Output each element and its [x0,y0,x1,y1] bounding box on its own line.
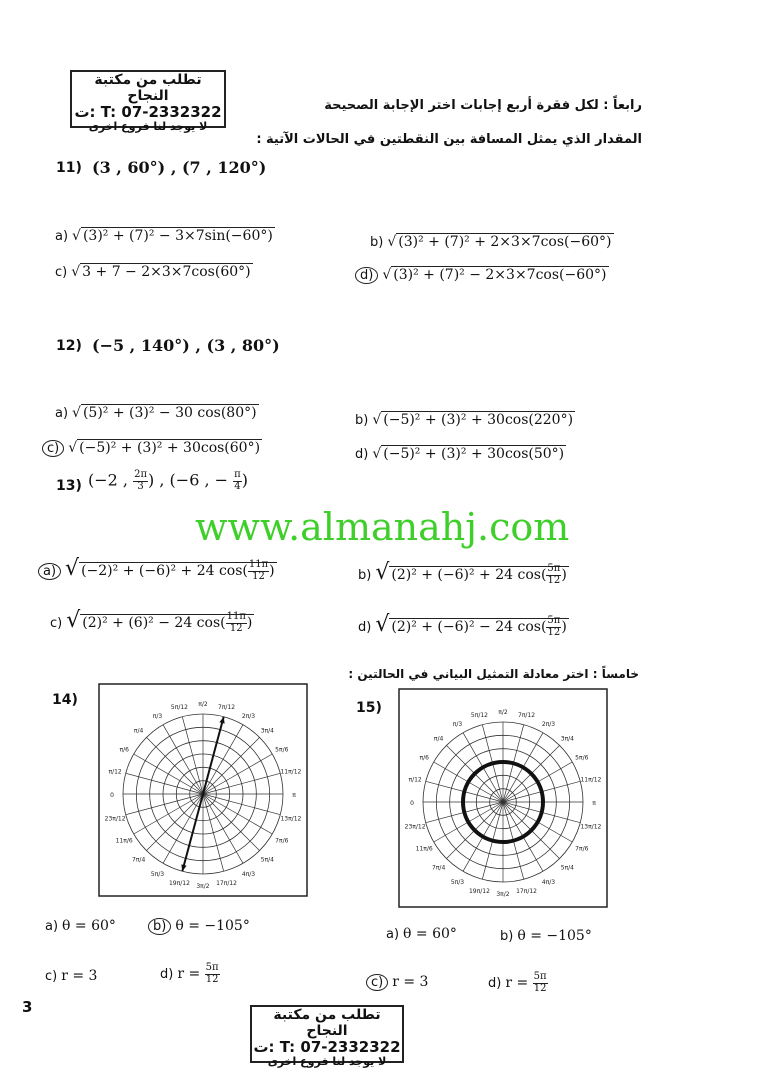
sqrt-sign: √ [375,612,390,637]
frac-num: 5π [547,615,561,626]
frac-num: 11π [248,559,269,570]
polar-grid-ray [134,794,203,834]
polar-angle-label: 5π/12 [470,712,488,720]
q14-option-a[interactable] [45,918,116,934]
option-letter: b) [355,413,369,428]
page-number: 3 [22,998,33,1016]
q13-d-expression [389,615,568,638]
q13-points [88,470,248,492]
option-letter: d) [355,447,369,462]
sqrt-sign: √ [382,267,392,283]
expr-part: ) [561,567,567,583]
polar-angle-label: 2π/3 [241,713,256,721]
q14-number: 14) [52,692,78,708]
q11-option-b[interactable] [370,234,614,250]
q12-d-expression: (−5)² + (3)² + 30cos(50°) [383,446,565,462]
polar-angle-label: π/12 [108,768,122,776]
selected-answer-mark: d) [355,267,378,284]
option-letter: a) [386,927,400,942]
q15-option-a[interactable] [386,926,457,942]
frac-num: 2π [134,469,148,480]
expr-fraction [533,972,548,994]
expr-fraction [546,564,561,586]
expr-fraction [226,612,247,634]
section5-heading: خامساً : اختر معادلة التمثيل البياني في الحالتين : [348,667,639,681]
q15-option-d[interactable] [488,972,548,994]
polar-angle-label: 4π/3 [241,870,256,878]
frac-den: 12 [252,570,265,582]
option-letter: c) [50,616,63,631]
polar-angle-label: π/4 [133,727,144,735]
paren: ) , ( [148,470,176,490]
q12-option-b[interactable] [355,412,575,428]
stamp-line-1: تطلب من مكتبة النجاح [273,1007,381,1040]
watermark: www.almanahj.com [195,505,570,549]
option-letter: d) [358,620,372,635]
frac-num: 5π [547,563,561,574]
q11-d-expression: (3)² + (7)² − 2×3×7cos(−60°) [393,267,607,283]
q12-number: 12) [56,338,82,354]
polar-angle-label: 19π/12 [168,879,190,887]
polar-angle-label: π/12 [408,776,422,784]
option-letter: d) [160,967,174,982]
polar-angle-label: 2π/3 [541,721,556,729]
polar-angle-label: 11π/12 [280,768,302,776]
polar-angle-label: 11π/6 [415,845,433,853]
polar-angle-label: 3π/4 [260,727,274,735]
q15-number: 15) [356,700,382,716]
q13-point1-angle [133,470,148,492]
sqrt-sign: √ [65,556,80,581]
q12-option-a[interactable] [55,405,259,421]
q15-polar-graph [398,688,608,908]
expr-part: ) [246,615,253,631]
q12-points: (−5 , 140°) , (3 , 80°) [92,336,280,355]
paren: ) [241,470,248,490]
q14-option-d[interactable] [160,963,220,985]
polar-angle-label: 5π/6 [575,754,589,762]
expr-fraction [205,963,220,985]
sqrt-sign: √ [372,446,382,462]
polar-angle-label: 5π/12 [170,704,188,712]
paren: ( [88,470,95,490]
q15-option-b[interactable] [500,928,592,944]
sqrt-sign: √ [72,228,81,244]
q13-point1-r: −2 , [94,470,129,490]
selected-answer-mark: c) [42,440,64,457]
polar-angle-label: π/6 [119,746,129,754]
stamp-line-2: ت: T: 07-2332322 [253,1038,401,1057]
polar-grid-ray [134,754,203,794]
q14-polar-graph [98,683,308,897]
selected-answer-mark: c) [366,974,388,991]
polar-angle-label: 7π/4 [132,856,146,864]
frac-den: 12 [205,973,219,985]
sqrt-sign: √ [375,560,390,585]
polar-angle-label: π/4 [433,735,444,743]
polar-grid-ray [203,725,243,794]
selected-answer-mark: b) [148,918,171,935]
expr-part: ) [269,563,275,579]
q11-number: 11) [56,160,82,176]
polar-angle-label: 13π/12 [580,823,602,831]
q15-d-text: r = [505,975,529,991]
sqrt-sign: √ [71,264,81,280]
polar-angle-label: 13π/12 [280,815,302,823]
library-stamp-bottom [250,1005,404,1069]
polar-angle-label: 7π/12 [218,704,236,712]
q12-c-expression: (−5)² + (3)² + 30cos(60°) [79,440,261,456]
expr-part: (2)² + (−6)² − 24 cos( [391,619,547,635]
q12-b-expression: (−5)² + (3)² + 30cos(220°) [383,412,574,428]
q13-a-expression [79,559,277,582]
expr-fraction [248,560,269,582]
q11-a-expression: (3)² + (7)² − 3×7sin(−60°) [82,228,273,244]
option-letter: a) [45,919,59,934]
polar-angle-label: 3π/2 [496,891,510,898]
q11-c-expression: 3 + 7 − 2×3×7cos(60°) [82,264,251,280]
polar-angle-label: 5π/3 [150,870,165,878]
sqrt-sign: √ [66,608,81,633]
q14-option-b[interactable] [148,918,250,935]
frac-den: 4 [234,480,241,492]
q13-point2-r: −6 , − [175,470,229,490]
polar-angle-label: 11π/12 [580,776,602,784]
polar-angle-label: π/6 [419,754,429,762]
q11-points: (3 , 60°) , (7 , 120°) [92,158,267,177]
expr-part: (2)² + (6)² − 24 cos( [82,615,226,631]
option-letter: b) [370,235,384,250]
q11-option-a[interactable] [55,228,275,244]
q13-option-c[interactable] [50,608,254,634]
q14-c-text: r = 3 [61,968,98,984]
sqrt-sign: √ [372,412,382,428]
polar-angle-label: 0 [410,800,414,807]
frac-num: 11π [226,611,246,622]
polar-angle-label: 17π/12 [516,887,538,895]
option-letter: a) [55,229,69,244]
expr-part: (2)² + (−6)² + 24 cos( [391,567,547,583]
polar-angle-label: 5π/4 [560,864,574,872]
expr-fraction [546,616,561,638]
polar-angle-label: 7π/12 [518,712,536,720]
polar-grid-ray [203,754,272,794]
frac-den: 12 [229,622,243,634]
stamp-line-2: ت: T: 07-2332322 [74,103,222,122]
q14-a-text: θ = 60° [62,918,116,934]
polar-angle-label: 5π/3 [450,878,465,886]
q13-option-a[interactable] [38,556,277,582]
q15-a-text: θ = 60° [403,926,457,942]
polar-angle-label: 7π/6 [575,845,589,853]
polar-grid-ray [146,737,203,794]
stamp-line-3: لا يوجد لنا فروع اخرى [267,1055,387,1069]
q13-number: 13) [56,478,82,494]
selected-answer-mark: a) [38,563,61,580]
polar-angle-label: 19π/12 [468,887,490,895]
sqrt-sign: √ [387,234,397,250]
frac-den: 12 [533,982,547,994]
polar-angle-label: 7π/4 [432,864,446,872]
frac-num: π [234,469,241,480]
polar-angle-label: π/2 [198,701,208,708]
q15-c-text: r = 3 [392,974,429,990]
q11-option-d[interactable] [355,267,609,284]
sqrt-sign: √ [72,405,81,421]
q13-c-expression [80,611,254,634]
option-letter: d) [488,976,502,991]
polar-angle-label: 23π/12 [104,815,126,823]
q14-d-text: r = [177,966,201,982]
polar-angle-label: π/2 [498,709,508,716]
polar-angle-label: π [592,800,596,807]
polar-angle-label: π/3 [452,721,463,729]
polar-angle-label: 4π/3 [541,878,556,886]
frac-den: 12 [547,574,561,586]
polar-angle-label: 3π/2 [196,883,210,890]
sqrt-sign: √ [68,440,78,456]
polar-angle-label: 17π/12 [216,879,238,887]
expr-part: (−2)² + (−6)² + 24 cos( [81,563,248,579]
q12-a-expression: (5)² + (3)² − 30 cos(80°) [82,405,257,421]
q13-point2-angle [233,470,242,492]
library-stamp-top [70,70,226,134]
polar-grid-ray [163,794,203,863]
q15-b-text: θ = −105° [517,928,592,944]
q13-option-b[interactable] [358,560,569,586]
q15-option-c[interactable] [366,974,428,991]
polar-grid-ray [203,794,243,863]
option-letter: b) [500,929,514,944]
q11-option-c[interactable] [55,264,253,280]
polar-grid-ray [203,794,260,851]
polar-angle-label: 7π/6 [275,837,289,845]
q13-option-d[interactable] [358,612,569,638]
frac-num: 5π [205,962,219,973]
frac-den: 12 [547,626,561,638]
polar-angle-label: π [292,792,296,799]
option-letter: c) [45,969,58,984]
q12-option-d[interactable] [355,446,566,462]
expr-part: ) [561,619,567,635]
q14-b-text: θ = −105° [175,918,250,934]
polar-angle-label: 23π/12 [404,823,426,831]
section4-heading: رابعاً : لكل فقرة أربع إجابات اختر الإجابة الصحيحة [324,98,642,113]
option-letter: b) [358,568,372,583]
option-letter: a) [55,406,69,421]
polar-grid-ray [203,794,272,834]
frac-den: 3 [137,480,144,492]
option-letter: c) [55,265,68,280]
polar-angle-label: 3π/4 [560,735,574,743]
polar-grid-ray [163,725,203,794]
stamp-line-3: لا يوجد لنا فروع اخرى [88,120,208,134]
section4-subheading: المقدار الذي يمثل المسافة بين النقطتين في الحالات الآتية : [256,132,642,147]
polar-angle-label: 5π/6 [275,746,289,754]
q11-b-expression: (3)² + (7)² + 2×3×7cos(−60°) [398,234,612,250]
polar-angle-label: π/3 [152,713,163,721]
frac-num: 5π [533,971,547,982]
polar-angle-label: 0 [110,792,114,799]
stamp-line-1: تطلب من مكتبة النجاح [94,72,202,105]
q13-b-expression [389,563,568,586]
polar-angle-label: 5π/4 [260,856,274,864]
polar-angle-label: 11π/6 [115,837,133,845]
q14-option-c[interactable] [45,968,97,984]
q12-option-c[interactable] [42,440,262,457]
